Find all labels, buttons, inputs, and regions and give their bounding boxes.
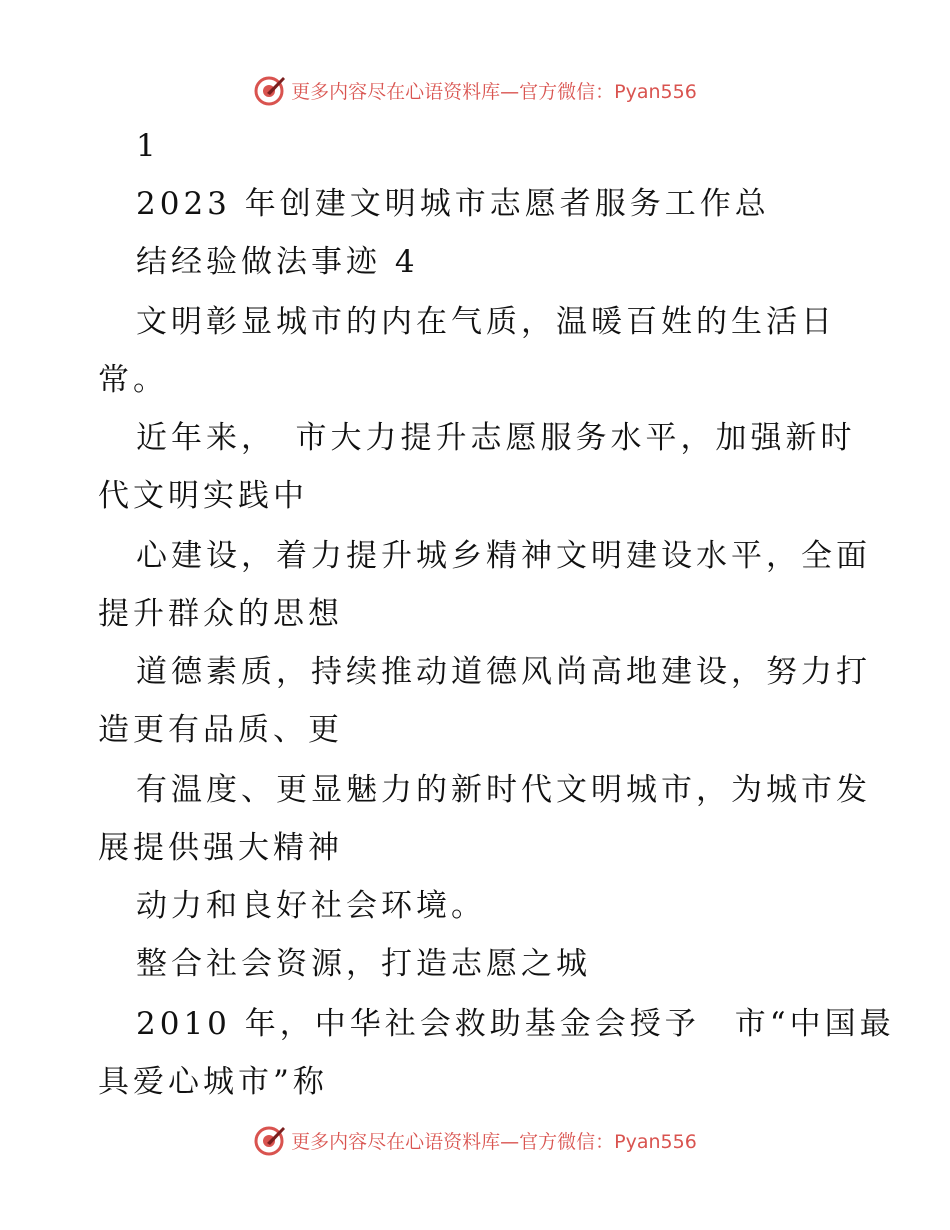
text-line: 整合社会资源，打造志愿之城 [136, 946, 591, 982]
text-line: 动力和良好社会环境。 [136, 888, 486, 924]
text-line: 1 [136, 128, 160, 164]
header-banner [0, 70, 950, 110]
text-line: 近年来， 市大力提升志愿服务水平，加强新时 [136, 420, 856, 456]
text-line: 心建设，着力提升城乡精神文明建设水平，全面 [136, 538, 871, 574]
text-line: 有温度、更显魅力的新时代文明城市，为城市发 [136, 772, 871, 808]
site-name-text: 更多内容尽在心语资料库 [291, 1130, 501, 1153]
text-line: 2023 年创建文明城市志愿者服务工作总 [136, 186, 770, 222]
quill-seal-icon [253, 1123, 287, 1157]
site-name-text: 更多内容尽在心语资料库 [291, 80, 501, 103]
text-line: 文明彰显城市的内在气质，温暖百姓的生活日 [136, 304, 836, 340]
wechat-text: —官方微信：Pyan556 [500, 80, 697, 103]
text-line: 2010 年，中华社会救助基金会授予 市“中国最 [136, 1006, 895, 1042]
quill-seal-icon [253, 73, 287, 107]
text-line: 提升群众的思想 [98, 596, 343, 632]
footer-banner [0, 1120, 950, 1160]
text-line: 展提供强大精神 [98, 830, 343, 866]
text-line: 常。 [98, 362, 168, 398]
text-line: 结经验做法事迹 4 [136, 244, 419, 280]
text-line: 具爱心城市”称 [98, 1064, 328, 1100]
text-line: 造更有品质、更 [98, 712, 343, 748]
text-line: 代文明实践中 [98, 478, 308, 514]
wechat-text: —官方微信：Pyan556 [500, 1130, 697, 1153]
text-line: 道德素质，持续推动道德风尚高地建设，努力打 [136, 654, 871, 690]
